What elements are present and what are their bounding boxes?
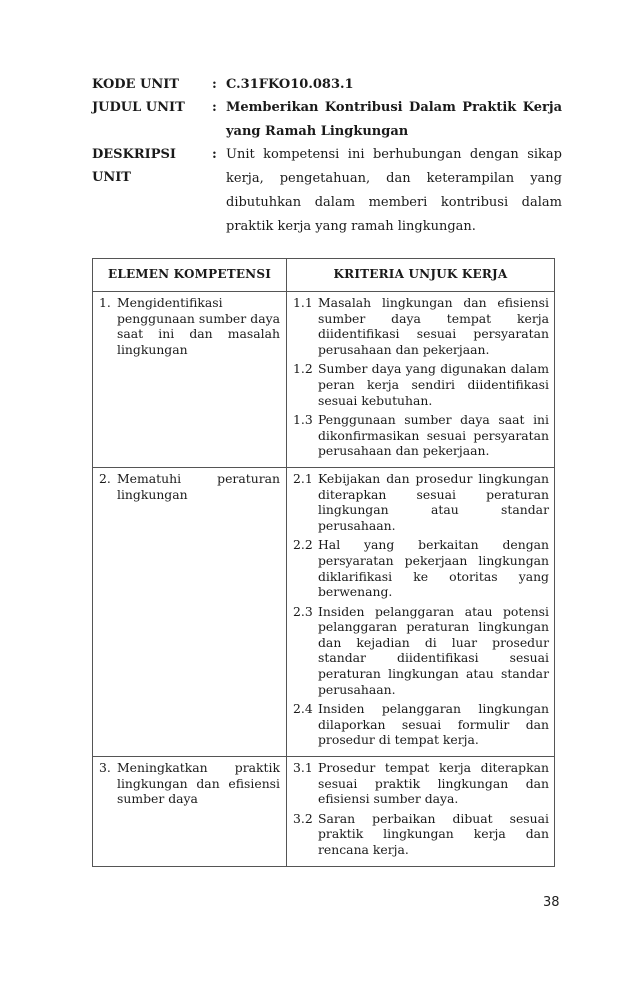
criteria-item — [293, 760, 549, 807]
deskripsi-unit-label: DESKRIPSI UNIT — [92, 147, 176, 185]
table-header-row — [93, 259, 555, 292]
element-cell — [93, 292, 287, 468]
header-kriteria: KRITERIA UNJUK KERJA — [287, 259, 555, 292]
element-number: 1. — [99, 295, 111, 310]
colon: : — [212, 77, 217, 92]
criteria-number: 1.3 — [293, 412, 313, 428]
criteria-number: 2.4 — [293, 701, 313, 717]
criteria-item — [293, 295, 549, 357]
element-number: 2. — [99, 470, 111, 486]
criteria-item — [293, 471, 549, 533]
unit-header — [92, 73, 562, 239]
element-text: Meningkatkan praktik lingkungan dan efisiensi sumber daya — [117, 760, 280, 807]
criteria-text: Insiden pelanggaran lingkungan dilaporkan sesuai formulir dan prosedur di tempat kerja. — [318, 701, 549, 748]
criteria-item — [293, 537, 549, 599]
element-text: Mematuhi peraturan lingkungan — [117, 470, 280, 502]
criteria-number: 3.2 — [293, 810, 313, 826]
element-number: 3. — [99, 760, 111, 776]
criteria-item — [293, 811, 549, 858]
criteria-text: Kebijakan dan prosedur lingkungan diterapkan sesuai peraturan lingkungan atau standar perusahaan. — [318, 470, 549, 533]
page-number: 38 — [543, 895, 560, 910]
colon: : — [212, 147, 217, 162]
judul-unit-value: Memberikan Kontribusi Dalam Praktik Kerja yang Ramah Lingkungan — [226, 100, 562, 139]
criteria-text: Hal yang berkaitan dengan persyaratan pekerjaan lingkungan diklarifikasi ke otoritas yang berwenang. — [318, 537, 549, 600]
criteria-item — [293, 701, 549, 748]
criteria-cell — [287, 467, 555, 756]
criteria-text: Penggunaan sumber daya saat ini dikonfirmasikan sesuai persyaratan perusahaan dan pekerjaan. — [318, 412, 549, 459]
criteria-text: Saran perbaikan dibuat sesuai praktik lingkungan kerja dan rencana kerja. — [318, 810, 549, 857]
criteria-number: 2.3 — [293, 603, 313, 619]
table-row — [93, 292, 555, 468]
criteria-cell — [287, 292, 555, 468]
criteria-number: 2.2 — [293, 537, 313, 553]
colon: : — [212, 100, 217, 115]
criteria-item — [293, 604, 549, 698]
element-cell — [93, 467, 287, 756]
judul-unit-row — [92, 96, 562, 143]
header-elemen: ELEMEN KOMPETENSI — [93, 259, 287, 292]
criteria-number: 2.1 — [293, 470, 313, 486]
deskripsi-unit-row — [92, 143, 562, 239]
criteria-item — [293, 361, 549, 408]
competency-table — [92, 258, 555, 867]
kode-unit-value: C.31FKO10.083.1 — [226, 77, 354, 92]
criteria-text: Prosedur tempat kerja diterapkan sesuai praktik lingkungan dan efisiensi sumber daya. — [318, 760, 549, 807]
criteria-text: Sumber daya yang digunakan dalam peran kerja sendiri diidentifikasi sesuai kebutuhan. — [318, 361, 549, 408]
criteria-cell — [287, 757, 555, 867]
criteria-number: 1.1 — [293, 295, 313, 310]
table-row — [93, 757, 555, 867]
kode-unit-label: KODE UNIT — [92, 77, 179, 92]
criteria-number: 1.2 — [293, 361, 313, 377]
deskripsi-unit-value: Unit kompetensi ini berhubungan dengan sikap kerja, pengetahuan, dan keterampilan yang dibutuhkan dalam memberi kontribusi dalam praktik kerja yang ramah lingkungan. — [226, 147, 562, 234]
element-cell — [93, 757, 287, 867]
criteria-number: 3.1 — [293, 760, 313, 776]
table-row — [93, 467, 555, 756]
element-text: Mengidentifikasi penggunaan sumber daya saat ini dan masalah lingkungan — [117, 295, 280, 357]
judul-unit-label: JUDUL UNIT — [92, 100, 185, 115]
criteria-item — [293, 412, 549, 459]
criteria-text: Masalah lingkungan dan efisiensi sumber daya tempat kerja diidentifikasi sesuai persyaratan perusahaan dan pekerjaan. — [318, 295, 549, 357]
criteria-text: Insiden pelanggaran atau potensi pelanggaran peraturan lingkungan dan kejadian di luar prosedur standar diidentifikasi sesuai peraturan lingkungan atau standar perusahaan. — [318, 603, 549, 697]
kode-unit-row — [92, 73, 562, 96]
